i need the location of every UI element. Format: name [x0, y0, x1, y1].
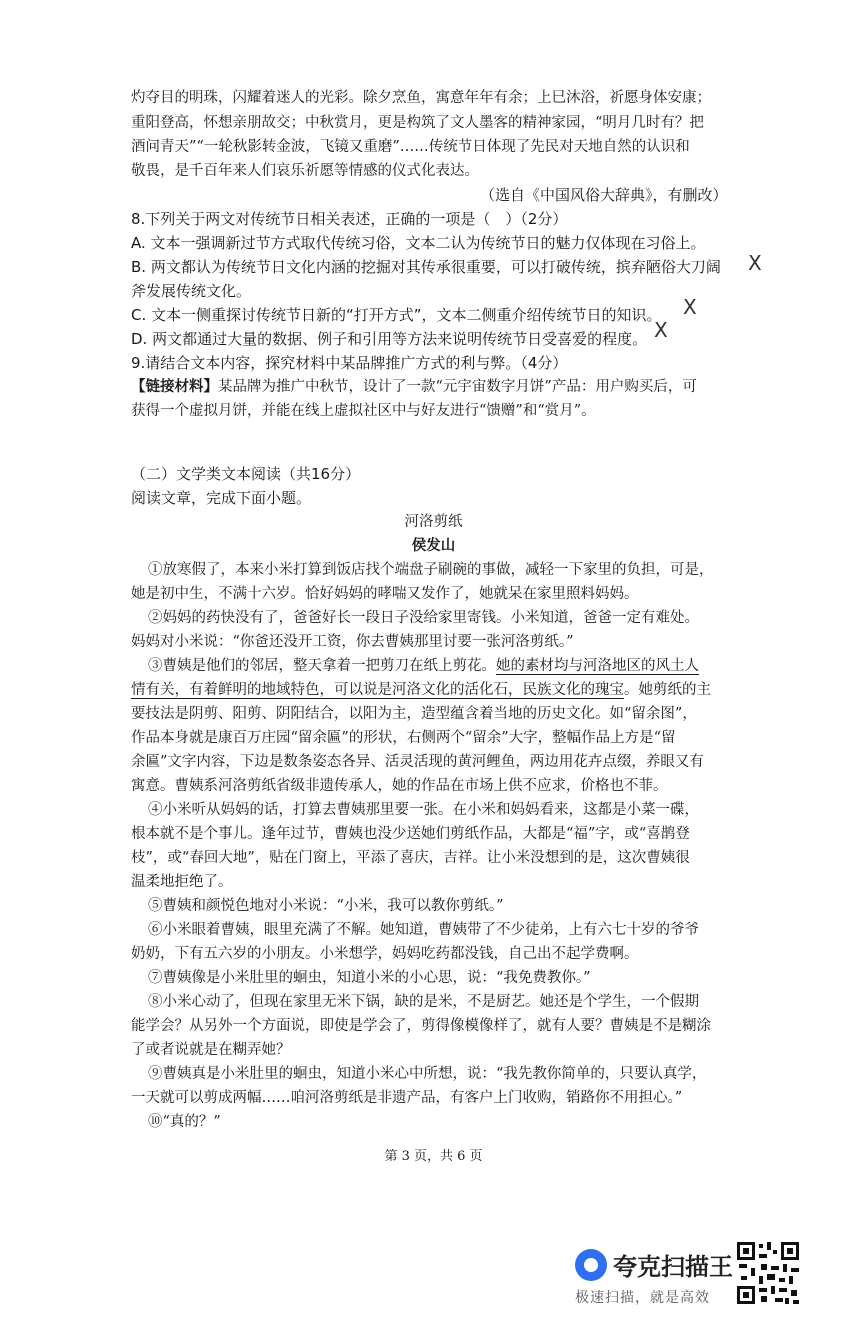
- option-b: B. 两文都认为传统节日文化内涵的挖掘对其传承很重要，可以打破传统，摈弃陋俗大刀阔: [131, 258, 721, 276]
- story-line: ⑤曹姨和颜悦色地对小米说：“小米，我可以教你剪纸。”: [148, 898, 504, 914]
- story-line: 一天就可以剪成两幅……咱河洛剪纸是非遗产品，有客户上门收购，销路你不用担心。”: [131, 1090, 683, 1106]
- story-line: ⑩“真的？”: [148, 1114, 221, 1130]
- story-line: ⑥小米眼着曹姨，眼里充满了不解。她知道，曹姨带了不少徒弟，上有六七十岁的爷爷: [148, 922, 699, 938]
- story-line: [148, 654, 699, 678]
- story-line: 根本就不是个事儿。逢年过节，曹姨也没少送她们剪纸作品，大都是“福”字，或“喜鹊登: [131, 826, 690, 842]
- story-line: 温柔地拒绝了。: [131, 874, 233, 890]
- story-title: 河洛剪纸: [404, 514, 463, 530]
- story-line: 能学会？从另外一个方面说，即使是学会了，剪得像模像样了，就有人要？曹姨是不是糊涂: [131, 1018, 711, 1034]
- story-line: ④小米听从妈妈的话，打算去曹姨那里要一张。在小米和妈妈看来，这都是小菜一碟，: [148, 802, 699, 818]
- link-material-text: 某品牌为推广中秋节，设计了一款“元宇宙数字月饼”产品：用户购买后，可: [218, 379, 697, 395]
- underlined-sentence: 她的素材均与河洛地区的风土人: [496, 658, 699, 674]
- option-a: A. 文本一强调新过节方式取代传统习俗，文本二认为传统节日的魅力仅体现在习俗上。: [131, 234, 706, 252]
- story-text: 。她剪纸的主: [624, 682, 711, 698]
- link-material-line: 获得一个虚拟月饼，并能在线上虚拟社区中与好友进行“馈赠”和“赏月”。: [131, 403, 596, 419]
- story-line: 作品本身就是康百万庄园“留余匾”的形状，右侧两个“留余”大字，整幅作品上方是“留: [131, 730, 676, 746]
- watermark-subtitle: 极速扫描，就是高效: [575, 1290, 710, 1306]
- story-line: ⑦曹姨像是小米肚里的蛔虫，知道小米的小心思，说：“我免费教你。”: [148, 970, 591, 986]
- text-line: 酒问青天”“一轮秋影转金波，飞镜又重磨”……传统节日体现了先民对天地自然的认识和: [131, 139, 690, 155]
- scanner-watermark: [573, 1245, 733, 1315]
- story-line: ⑨曹姨真是小米肚里的蛔虫，知道小米心中所想，说：“我先教你简单的，只要认真学，: [148, 1066, 707, 1082]
- story-line: 奶奶，下有五六岁的小朋友。小米想学，妈妈吃药都没钱，自己出不起学费啊。: [131, 946, 639, 962]
- story-author: 侯发山: [411, 537, 456, 554]
- story-line: 了或者说就是在糊弄她？: [131, 1042, 291, 1058]
- option-d: D. 两文都通过大量的数据、例子和引用等方法来说明传统节日受喜爱的程度。: [131, 330, 648, 348]
- story-line: 寓意。曹姨系河洛剪纸省级非遗传承人，她的作品在市场上供不应求，价格也不菲。: [131, 778, 668, 794]
- story-line: 妈妈对小米说：“你爸还没开工资，你去曹姨那里讨要一张河洛剪纸。”: [131, 634, 574, 650]
- story-line: ⑧小米心动了，但现在家里无米下锅，缺的是米，不是厨艺。她还是个学生，一个假期: [148, 994, 699, 1010]
- source-citation: （选自《中国风俗大辞典》，有删改）: [480, 186, 728, 204]
- link-material-tag: 【链接材料】: [131, 378, 218, 395]
- option-b-continued: 斧发展传统文化。: [131, 282, 252, 300]
- question-8-stem: 8.下列关于两文对传统节日相关表述，正确的一项是（ ）（2分）: [131, 210, 568, 228]
- story-line: 要技法是阴剪、阳剪、阴阳结合，以阳为主，造型蕴含着当地的历史文化。如“留余图”，: [131, 706, 697, 722]
- link-material: [131, 375, 697, 399]
- option-c: C. 文本一侧重探讨传统节日新的“打开方式”，文本二侧重介绍传统节日的知识。: [131, 306, 662, 324]
- qr-code-icon: [735, 1240, 801, 1306]
- section-heading: （二）文学类文本阅读（共16分）: [131, 465, 361, 483]
- cross-mark: X: [683, 295, 697, 319]
- underlined-sentence: 情有关，有着鲜明的地域特色，可以说是河洛文化的活化石，民族文化的瑰宝: [131, 682, 624, 698]
- story-line: 余匾”文字内容，下边是数条姿态各异、活灵活现的黄河鲤鱼，两边用花卉点缀，养眼又有: [131, 754, 704, 770]
- story-line: ①放寒假了，本来小米打算到饭店找个端盘子刷碗的事做，减轻一下家里的负担，可是，: [148, 562, 714, 578]
- text-line: 重阳登高，怀想亲朋故交；中秋赏月，更是构筑了文人墨客的精神家园，“明月几时有？把: [131, 115, 704, 131]
- section-instruction: 阅读文章，完成下面小题。: [131, 489, 312, 507]
- story-text: ③曹姨是他们的邻居，整天拿着一把剪刀在纸上剪花。: [148, 658, 496, 674]
- cross-mark: X: [748, 251, 762, 275]
- text-line: 灼夺目的明珠，闪耀着迷人的光彩。除夕烹鱼，寓意年年有余；上巳沐浴，祈愿身体安康；: [131, 90, 711, 106]
- story-line: 枝”，或“春回大地”，贴在门窗上，平添了喜庆，吉祥。让小米没想到的是，这次曹姨很: [131, 850, 690, 866]
- watermark-title: 夸克扫描王: [613, 1253, 733, 1281]
- story-line: [131, 678, 711, 702]
- question-9-stem: 9.请结合文本内容，探究材料中某品牌推广方式的利与弊。（4分）: [131, 354, 568, 372]
- quark-logo-icon: [575, 1249, 607, 1281]
- story-line: 她是初中生，不满十六岁。恰好妈妈的哮喘又发作了，她就呆在家里照料妈妈。: [131, 586, 639, 602]
- text-line: 敬畏，是千百年来人们哀乐祈愿等情感的仪式化表达。: [131, 163, 479, 179]
- cross-mark: X: [654, 318, 668, 342]
- story-line: ②妈妈的药快没有了，爸爸好长一段日子没给家里寄钱。小米知道，爸爸一定有难处。: [148, 610, 699, 626]
- page-number: 第 3 页，共 6 页: [384, 1149, 483, 1164]
